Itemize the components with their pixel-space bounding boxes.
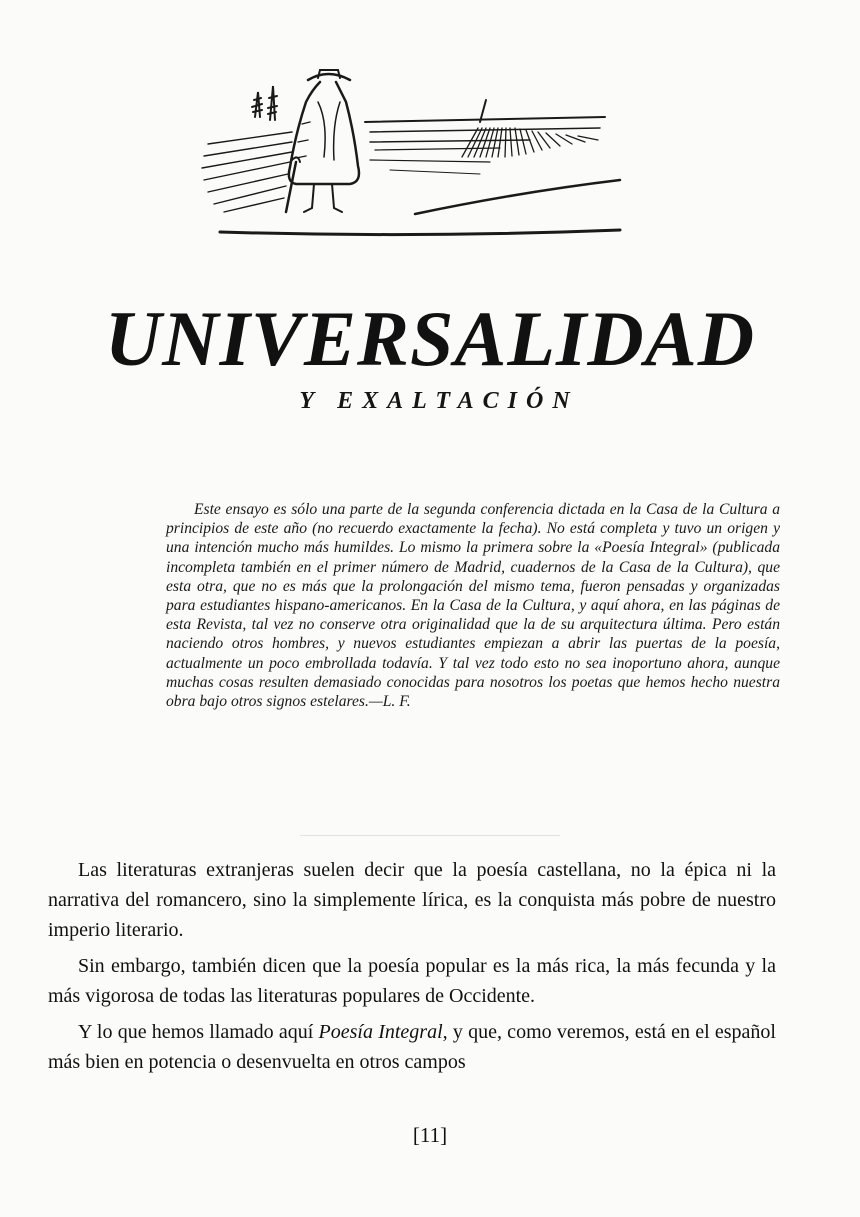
body-paragraph	[48, 1017, 776, 1077]
article-title: UNIVERSALIDAD	[104, 295, 756, 382]
divider	[300, 835, 560, 836]
page-number: [11]	[412, 1123, 448, 1147]
article-subtitle: Y EXALTACIÓN	[299, 388, 579, 414]
body-text-run: , y que, como veremos, está en el español más bien en potencia o desenvuelta en otros campos	[48, 1021, 776, 1073]
body-paragraph: Las literaturas extranjeras suelen decir que la poesía castellana, no la épica ni la narrativa del romancero, sino la simplemente lírica, es la conquista más pobre de nuestro imperio literario.	[48, 859, 776, 941]
editor-note	[166, 500, 780, 711]
body-paragraph: Sin embargo, también dicen que la poesía popular es la más rica, la más fecunda y la más vigorosa de todas las literaturas populares de Occidente.	[48, 955, 776, 1007]
emphasis-term: Poesía Integral	[318, 1021, 443, 1043]
article-body	[48, 855, 776, 1083]
editor-note-text: Este ensayo es sólo una parte de la segunda conferencia dictada en la Casa de la Cultura a principios de este año (no recuerdo exactamente la fecha). No está completa y tuvo un origen y una intención mucho más humildes. Lo mismo la primera sobre la «Poesía Integral» (publicada incompleta también en el primer número de Madrid, cuadernos de la Casa de la Cultura), que esta otra, que no es más que la prolongación del mismo tema, fueron pensadas y organizadas para estudiantes hispano-americanos. En la Casa de la Cultura, y aquí ahora, en las páginas de esta Revista, tal vez no conserve otra originalidad que la de su arquitectura última. Pero están naciendo otros hombres, y nuevos estudiantes empiezan a abrir las puertas de la poesía, actualmente un poco embrollada todavía. Y tal vez todo esto no sea inoportuno ahora, aunque muchas cosas resulten demasiado conocidas para nosotros los poetas que hemos hecho nuestra obra bajo otros signos estelares.—L. F.	[166, 501, 780, 711]
body-text-run: Y lo que hemos llamado aquí	[78, 1021, 319, 1043]
woodcut-illustration	[200, 62, 640, 244]
